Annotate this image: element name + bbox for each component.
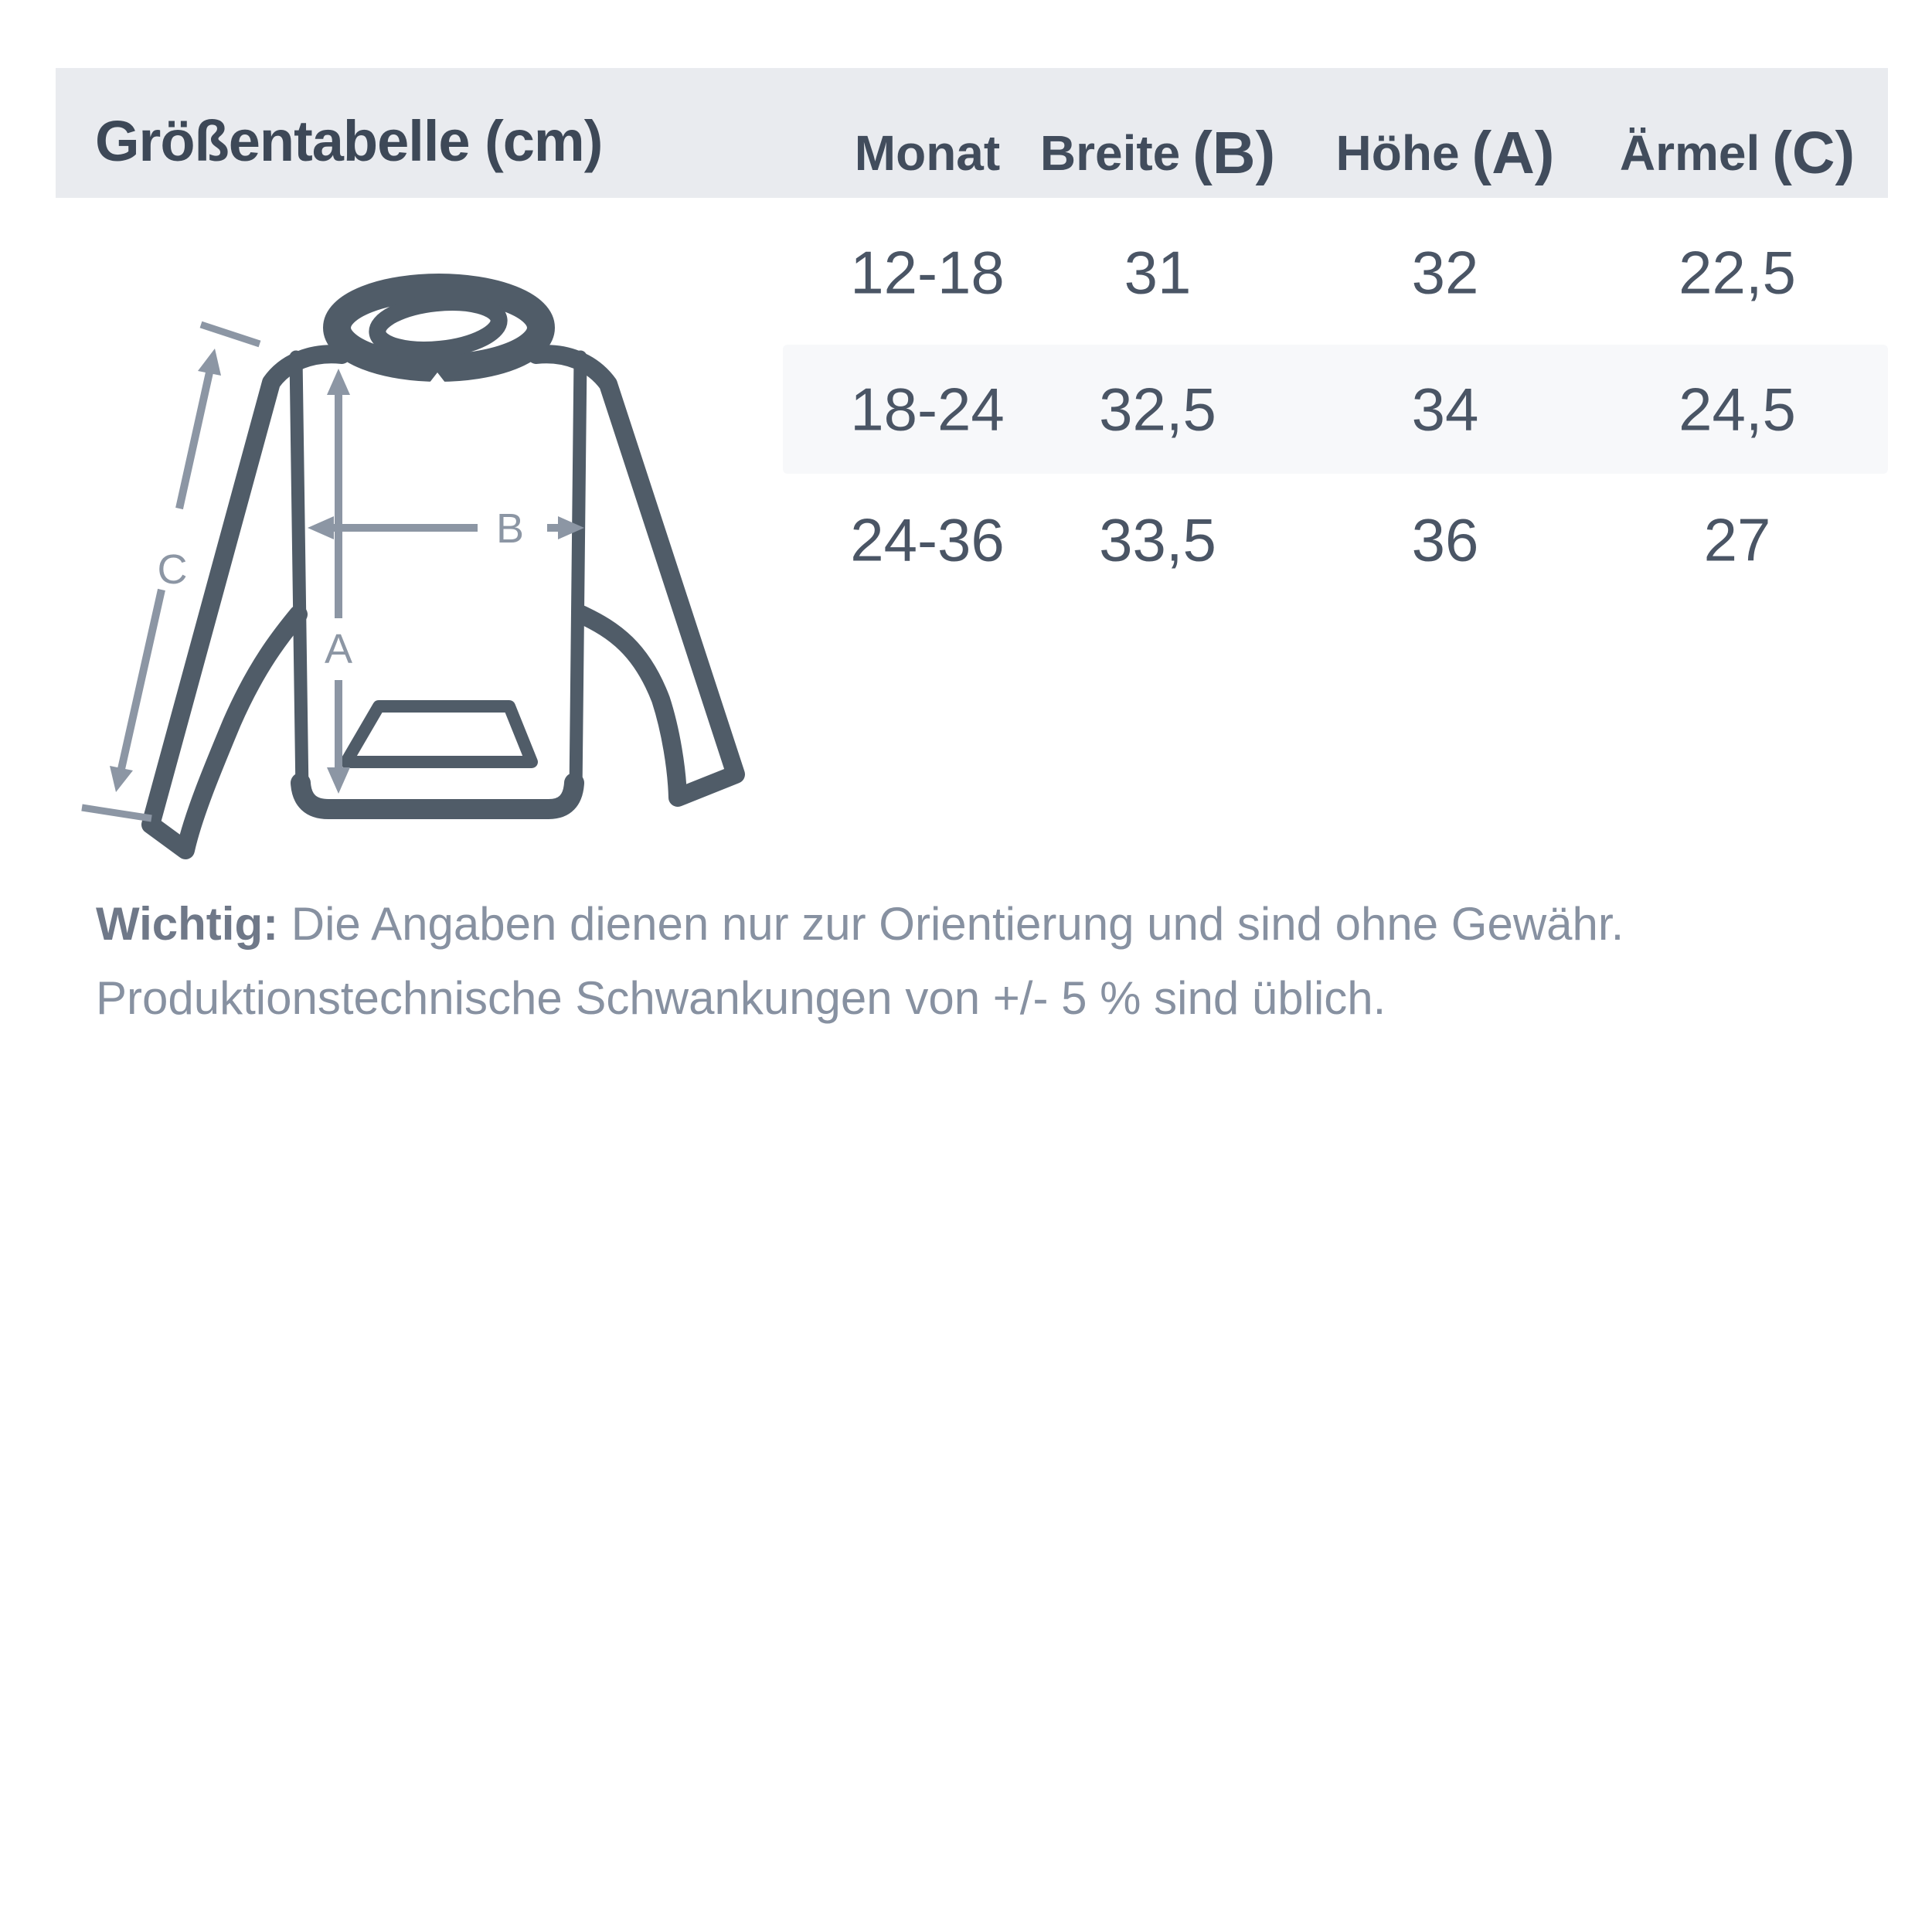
cell-aermel: 27 xyxy=(1703,505,1771,574)
column-letter: (C) xyxy=(1772,119,1855,186)
dimension-label-b: B xyxy=(495,505,525,552)
hoodie-measurement-diagram xyxy=(46,197,781,885)
column-letter: (A) xyxy=(1471,119,1555,186)
dimension-label-c: C xyxy=(157,546,188,593)
body-hem xyxy=(301,783,574,809)
disclaimer-note xyxy=(96,887,1624,1036)
kangaroo-pocket xyxy=(346,706,532,762)
cell-breite: 31 xyxy=(1124,238,1192,307)
cell-hoehe: 34 xyxy=(1411,375,1479,443)
column-label: Breite xyxy=(1039,125,1181,181)
dimension-a-arrowhead-up xyxy=(327,369,350,395)
disclaimer-line-1 xyxy=(96,887,1624,961)
hoodie-diagram-svg xyxy=(46,197,781,885)
left-sleeve xyxy=(151,354,342,850)
cell-monat: 24-36 xyxy=(850,505,1005,574)
column-letter: (B) xyxy=(1192,119,1276,186)
cell-hoehe: 32 xyxy=(1411,238,1479,307)
cell-hoehe: 36 xyxy=(1411,505,1479,574)
column-header-aermel xyxy=(1620,68,1855,218)
cell-monat: 18-24 xyxy=(850,375,1005,443)
body-right-edge xyxy=(576,357,580,794)
dimension-c-arrowhead-down xyxy=(110,766,133,792)
disclaimer-line-2 xyxy=(96,961,1624,1036)
dimension-b-arrowhead-left xyxy=(308,516,334,539)
cell-monat: 12-18 xyxy=(850,238,1005,307)
column-header-monat xyxy=(855,68,1000,218)
column-label: Monat xyxy=(854,125,1001,181)
column-header-breite xyxy=(1040,68,1275,218)
right-sleeve xyxy=(536,354,736,798)
dimension-a-arrowhead-down xyxy=(327,767,350,794)
dimension-c-arrowhead-up xyxy=(198,349,221,376)
disclaimer-text: Die Angaben dienen nur zur Orientierung und sind ohne Gewähr. xyxy=(291,898,1624,950)
column-label: Ärmel xyxy=(1619,125,1760,181)
cell-aermel: 22,5 xyxy=(1679,238,1796,307)
disclaimer-highlight: Wichtig: xyxy=(96,898,279,950)
cell-aermel: 24,5 xyxy=(1679,375,1796,443)
disclaimer-text: Produktionstechnische Schwankungen von +/- 5 % sind üblich. xyxy=(96,972,1386,1024)
cell-breite: 33,5 xyxy=(1099,505,1216,574)
page-title: Größentabelle (cm) xyxy=(95,108,603,173)
column-header-hoehe xyxy=(1336,68,1555,218)
cell-breite: 32,5 xyxy=(1099,375,1216,443)
dimension-c-tick-bottom xyxy=(82,808,151,818)
body-left-edge xyxy=(296,357,302,794)
dimension-c-tick-top xyxy=(201,325,260,344)
hood-inner-ring xyxy=(375,297,501,355)
column-label: Höhe xyxy=(1335,125,1460,181)
dimension-label-a: A xyxy=(324,626,353,672)
